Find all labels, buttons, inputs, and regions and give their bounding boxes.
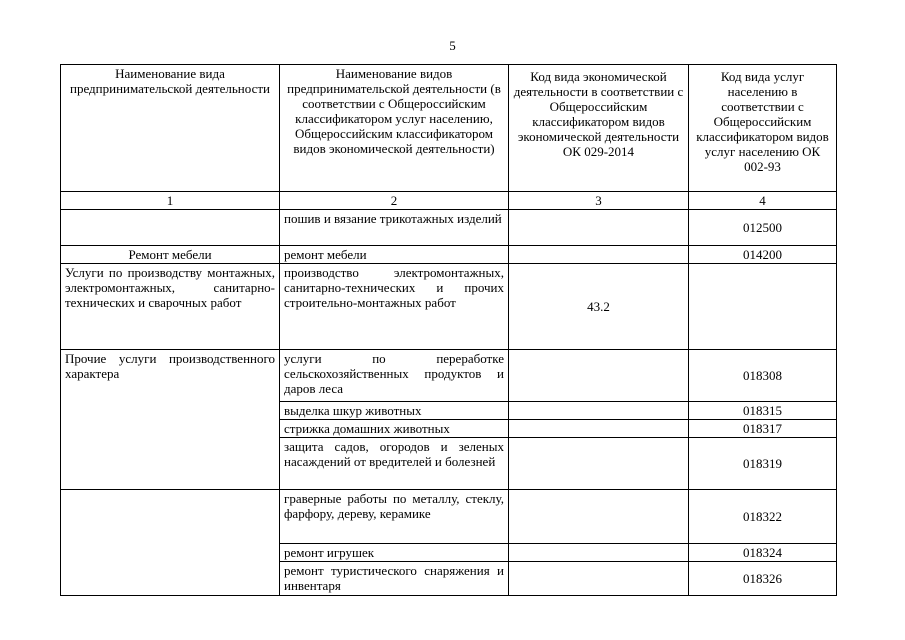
header-activity-names: Наименование видов предпринимательской деятельности (в соответствии с Общероссийским классификатором услуг населению, Общероссийским классификатором видов экономической деятельности) — [280, 65, 509, 192]
okved-code-cell — [509, 402, 689, 420]
activity-name-cell: защита садов, огородов и зеленых насаждений от вредителей и болезней — [280, 438, 509, 490]
activity-name-cell: ремонт игрушек — [280, 544, 509, 562]
activity-name-cell: пошив и вязание трикотажных изделий — [280, 210, 509, 246]
okved-code-cell: 43.2 — [509, 264, 689, 350]
okved-code-cell — [509, 420, 689, 438]
activity-codes-table — [60, 64, 837, 596]
activity-name-cell: ремонт мебели — [280, 246, 509, 264]
column-number: 2 — [280, 192, 509, 210]
header-activity-type: Наименование вида предпринимательской деятельности — [61, 65, 280, 192]
table-row — [61, 210, 837, 246]
column-number: 4 — [689, 192, 837, 210]
okved-code-cell — [509, 490, 689, 544]
activity-type-cell — [61, 490, 280, 596]
table-row — [61, 246, 837, 264]
table-header-row — [61, 65, 837, 192]
okun-code-cell: 012500 — [689, 210, 837, 246]
activity-type-cell: Ремонт мебели — [61, 246, 280, 264]
okun-code-cell: 018322 — [689, 490, 837, 544]
activity-name-cell: выделка шкур животных — [280, 402, 509, 420]
okun-code-cell: 018319 — [689, 438, 837, 490]
okved-code-cell — [509, 350, 689, 402]
table-row — [61, 264, 837, 350]
table-row — [61, 490, 837, 544]
activity-type-cell — [61, 210, 280, 246]
activity-type-cell: Прочие услуги производственного характера — [61, 350, 280, 490]
activity-name-cell: услуги по переработке сельскохозяйственных продуктов и даров леса — [280, 350, 509, 402]
column-number: 1 — [61, 192, 280, 210]
column-number: 3 — [509, 192, 689, 210]
column-number-row — [61, 192, 837, 210]
okved-code-cell — [509, 246, 689, 264]
okun-code-cell: 018308 — [689, 350, 837, 402]
okved-code-cell — [509, 562, 689, 596]
okved-code-cell — [509, 438, 689, 490]
activity-name-cell: производство электромонтажных, санитарно-технических и прочих строительно-монтажных работ — [280, 264, 509, 350]
table-row — [61, 350, 837, 402]
okun-code-cell: 018324 — [689, 544, 837, 562]
okun-code-cell: 014200 — [689, 246, 837, 264]
okved-code-cell — [509, 210, 689, 246]
okun-code-cell: 018317 — [689, 420, 837, 438]
header-okun-code: Код вида услуг населению в соответствии с Общероссийским классификатором видов услуг населению ОК 002-93 — [689, 65, 837, 192]
okved-code-cell — [509, 544, 689, 562]
okun-code-cell — [689, 264, 837, 350]
activity-name-cell: граверные работы по металлу, стеклу, фарфору, дереву, керамике — [280, 490, 509, 544]
header-okved-code: Код вида экономической деятельности в соответствии с Общероссийским классификатором видов экономической деятельности ОК 029-2014 — [509, 65, 689, 192]
activity-type-cell: Услуги по производству монтажных, электромонтажных, санитарно-технических и сварочных работ — [61, 264, 280, 350]
activity-name-cell: стрижка домашних животных — [280, 420, 509, 438]
okun-code-cell: 018326 — [689, 562, 837, 596]
page-number: 5 — [449, 38, 456, 53]
okun-code-cell: 018315 — [689, 402, 837, 420]
activity-name-cell: ремонт туристического снаряжения и инвентаря — [280, 562, 509, 596]
